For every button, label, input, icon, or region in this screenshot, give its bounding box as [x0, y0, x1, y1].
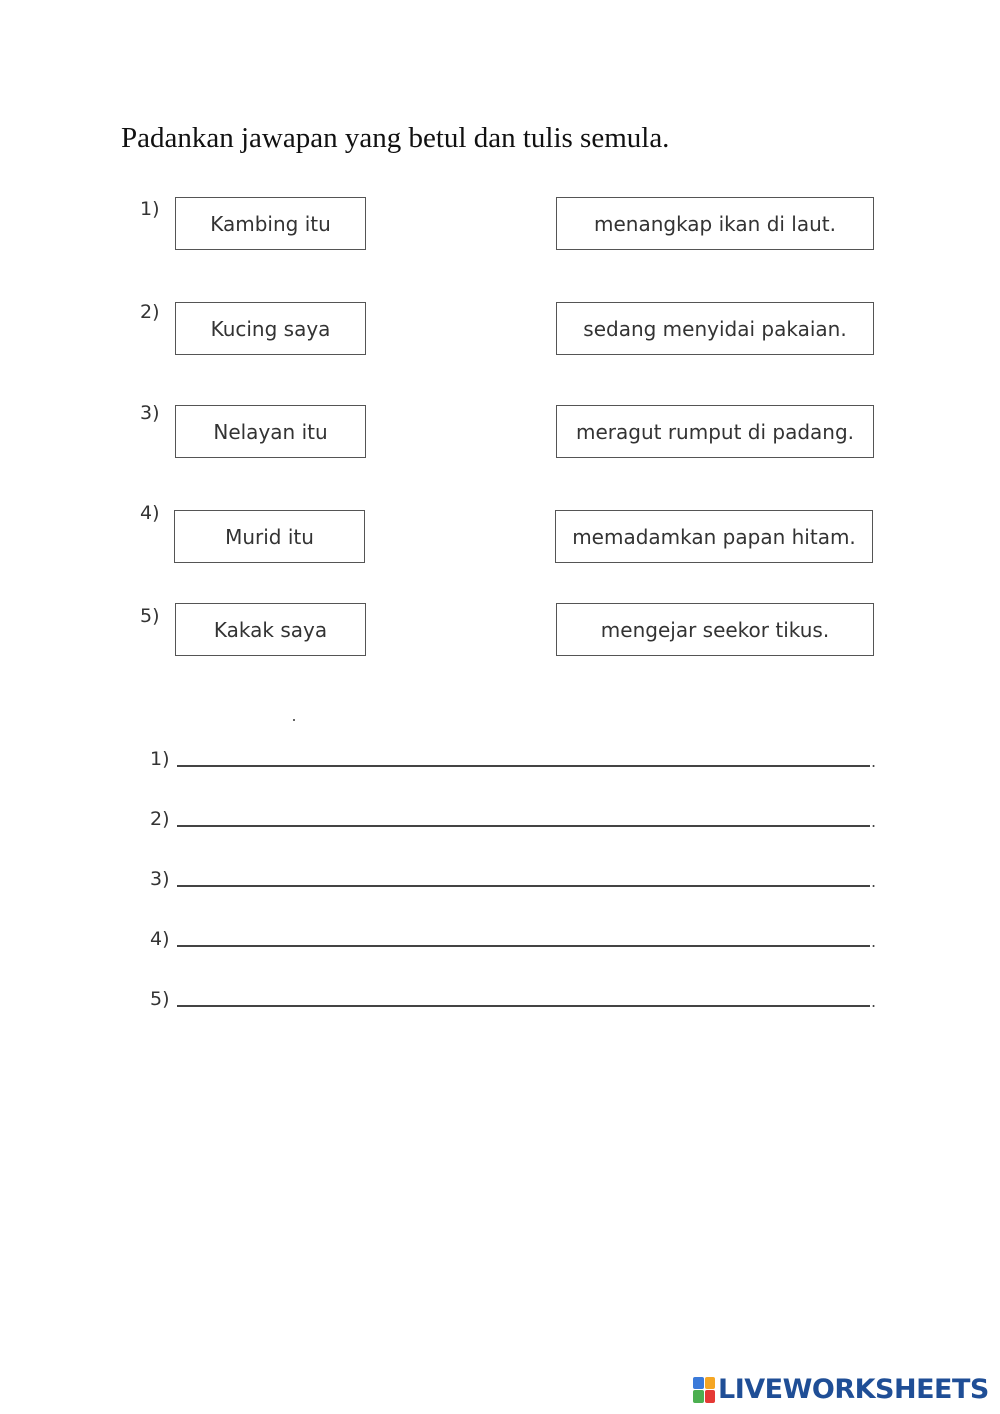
- instruction-text: Padankan jawapan yang betul dan tulis semula.: [121, 122, 670, 154]
- subject-box[interactable]: Kambing itu: [175, 197, 366, 250]
- answer-number: 2): [150, 808, 170, 830]
- item-number: 5): [140, 605, 160, 627]
- answer-line[interactable]: [177, 1005, 870, 1007]
- brand-logo-icon: [693, 1377, 715, 1403]
- subject-box[interactable]: Kucing saya: [175, 302, 366, 355]
- answer-period: .: [871, 752, 877, 771]
- logo-square: [705, 1390, 716, 1403]
- predicate-box[interactable]: memadamkan papan hitam.: [555, 510, 873, 563]
- predicate-box[interactable]: mengejar seekor tikus.: [556, 603, 874, 656]
- answer-number: 1): [150, 748, 170, 770]
- item-number: 3): [140, 402, 160, 424]
- answer-number: 5): [150, 988, 170, 1010]
- predicate-box[interactable]: menangkap ikan di laut.: [556, 197, 874, 250]
- subject-box[interactable]: Murid itu: [174, 510, 365, 563]
- subject-box[interactable]: Kakak saya: [175, 603, 366, 656]
- answer-period: .: [871, 932, 877, 951]
- answer-number: 4): [150, 928, 170, 950]
- answer-period: .: [871, 872, 877, 891]
- item-number: 4): [140, 502, 160, 524]
- logo-square: [693, 1377, 704, 1390]
- answer-line[interactable]: [177, 885, 870, 887]
- item-number: 1): [140, 198, 160, 220]
- item-number: 2): [140, 301, 160, 323]
- logo-square: [693, 1390, 704, 1403]
- predicate-box[interactable]: sedang menyidai pakaian.: [556, 302, 874, 355]
- brand-text: LIVEWORKSHEETS: [718, 1374, 989, 1405]
- logo-square: [705, 1377, 716, 1390]
- stray-mark: [293, 719, 295, 721]
- answer-period: .: [871, 812, 877, 831]
- answer-period: .: [871, 992, 877, 1011]
- brand-watermark: [693, 1374, 989, 1405]
- answer-line[interactable]: [177, 945, 870, 947]
- answer-number: 3): [150, 868, 170, 890]
- predicate-box[interactable]: meragut rumput di padang.: [556, 405, 874, 458]
- subject-box[interactable]: Nelayan itu: [175, 405, 366, 458]
- answer-line[interactable]: [177, 765, 870, 767]
- answer-line[interactable]: [177, 825, 870, 827]
